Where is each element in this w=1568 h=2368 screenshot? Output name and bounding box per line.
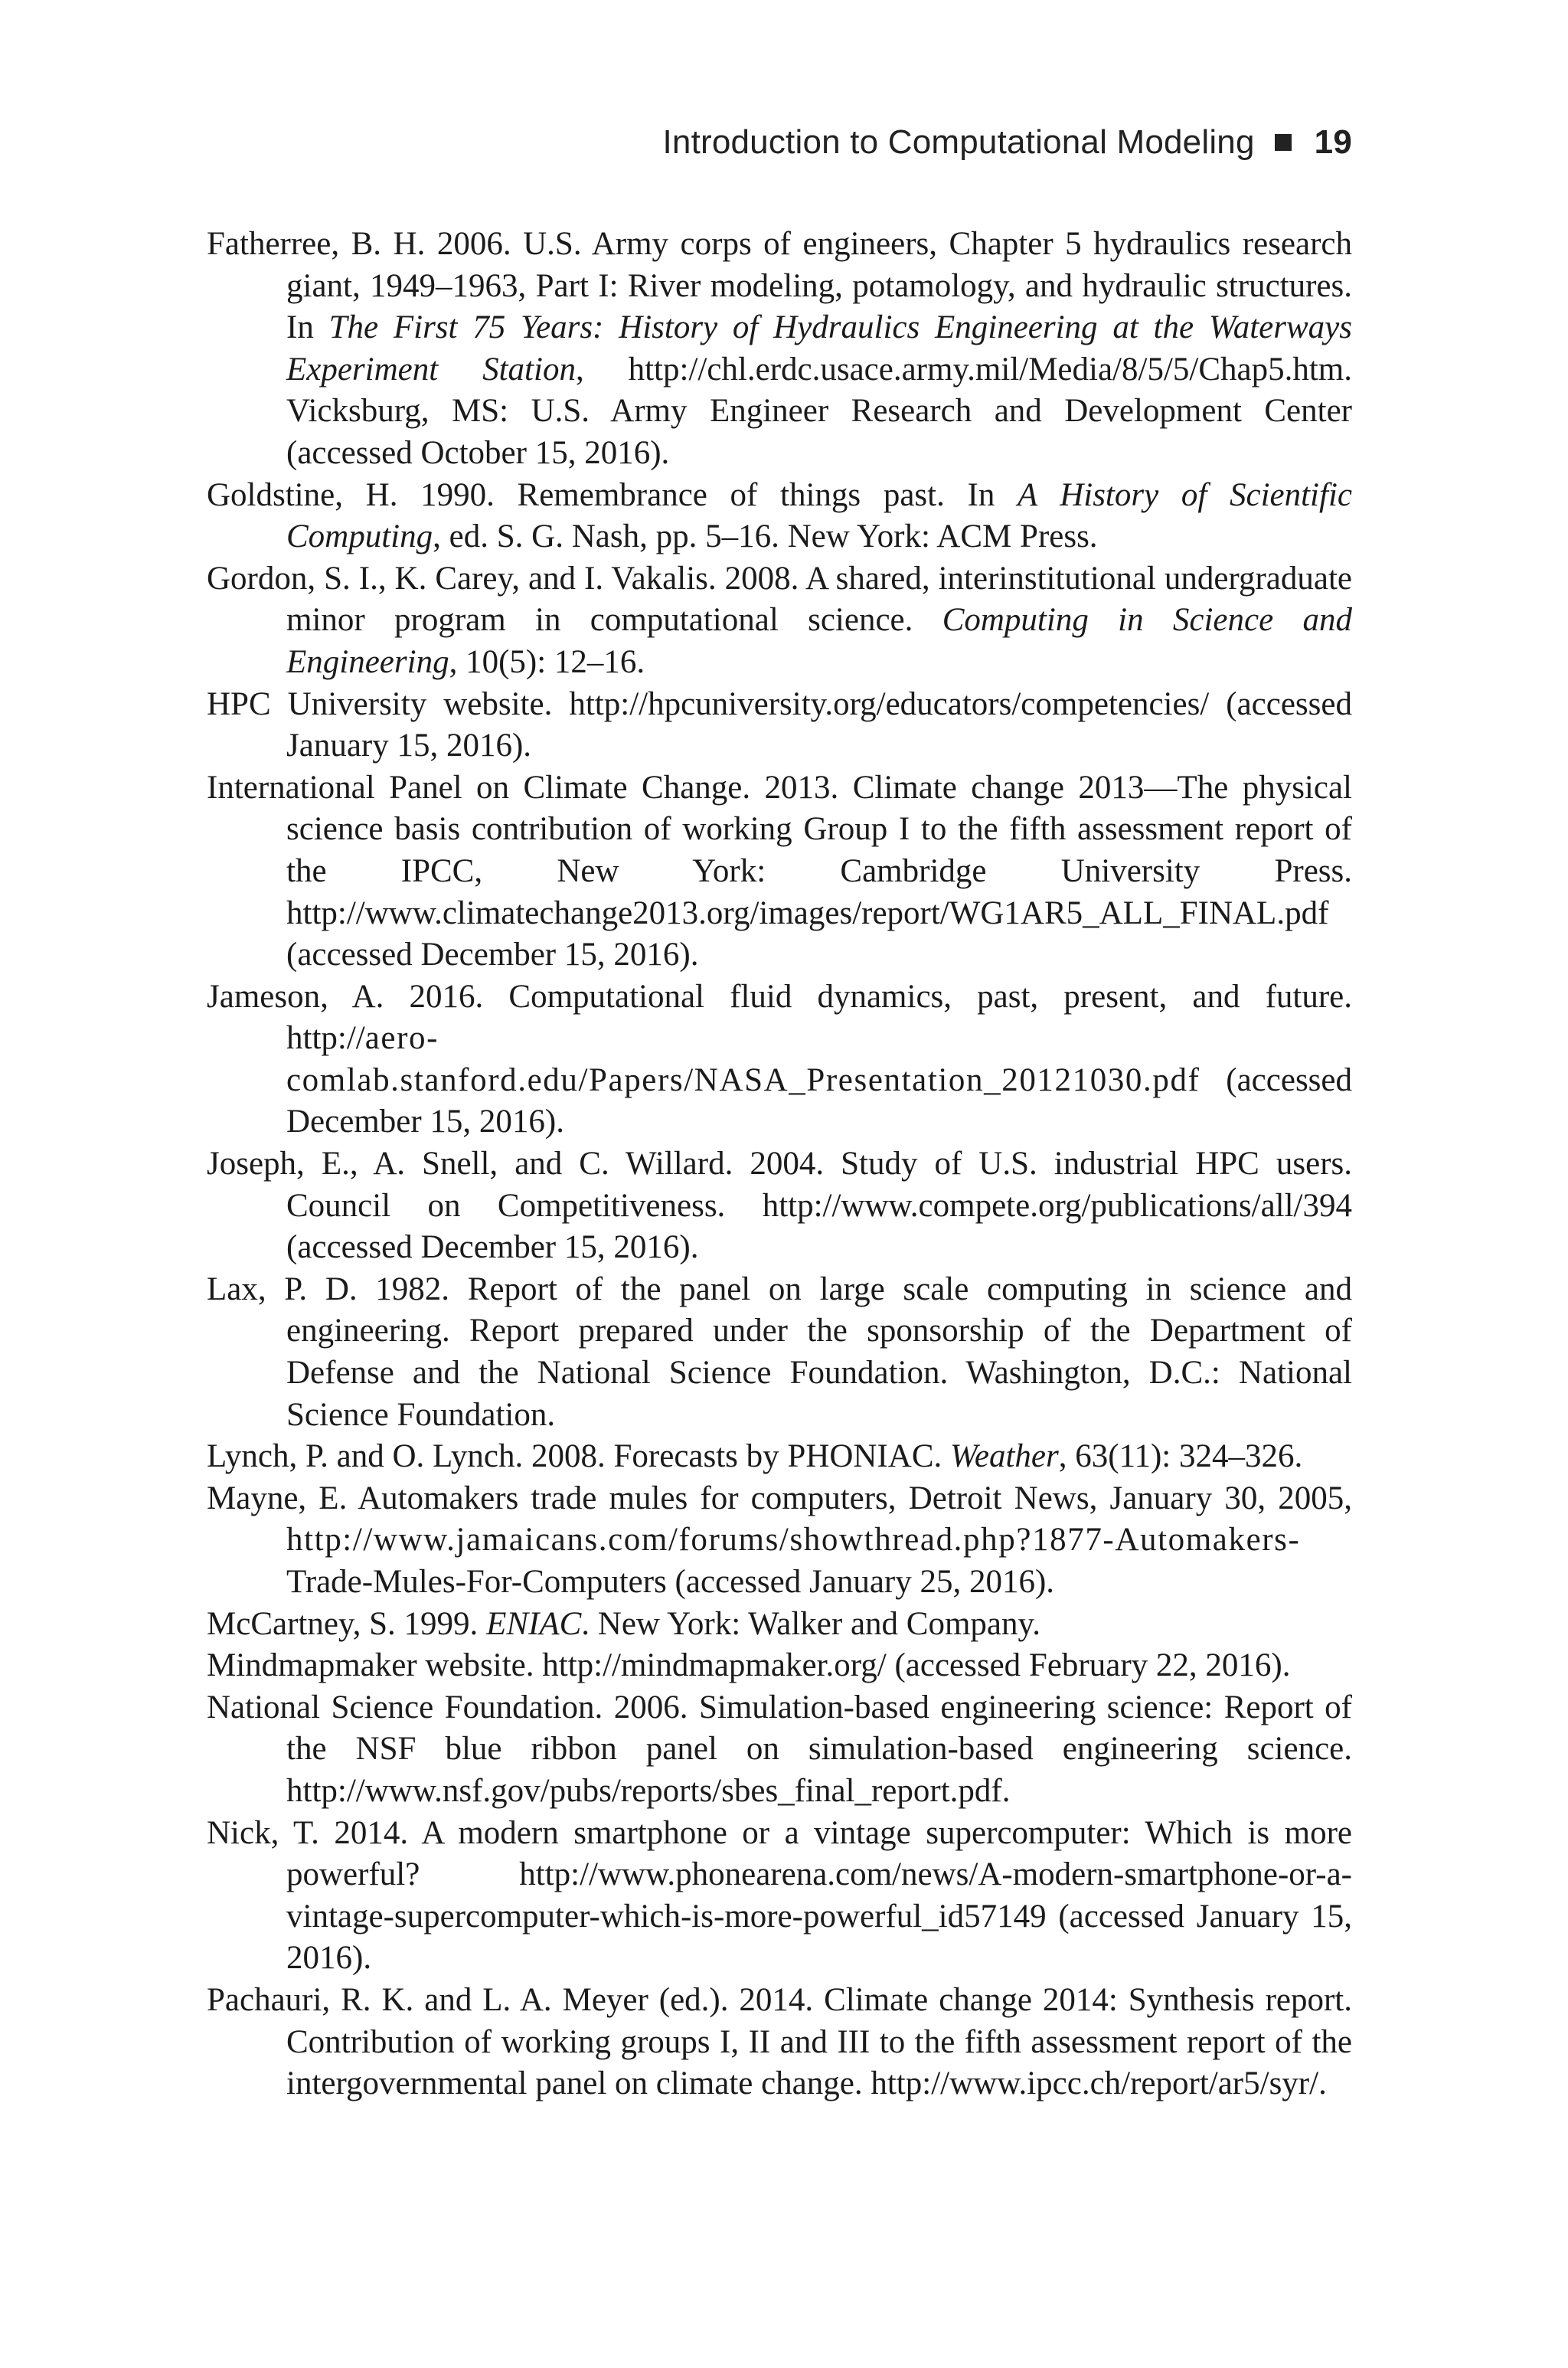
page-number: 19: [1314, 123, 1352, 161]
reference-text: , ed. S. G. Nash, pp. 5–16. New York: ACM Press.: [433, 518, 1098, 555]
reference-title: The First 75 Years: History of Hydraulics Engineering at the Waterways Experiment Station: [286, 309, 1352, 388]
square-bullet-icon: [1275, 134, 1292, 151]
reference-text: International Panel on Climate Change. 2013. Climate change 2013—The physical science basis contribution of working Group I to the fifth assessment report of the IPCC, New York: Cambridge University Press. http://www.climatechange2013.org/images/report/WG1AR5_ALL_FINAL.pdf (accessed December 15, 2016).: [207, 769, 1352, 973]
reference-entry: [207, 1436, 1352, 1478]
reference-text: Jameson, A. 2016. Computational fluid dynamics, past, present, and future. http://: [207, 978, 1352, 1057]
reference-text: Nick, T. 2014. A modern smartphone or a vintage supercomputer: Which is more powerful? http://www.phonearena.com/news/A-modern-smartphone-or-a-vintage-supercomputer-which-is-more-powerful_id57149 (accessed January 15, 2016).: [207, 1814, 1352, 1977]
reference-text: National Science Foundation. 2006. Simulation-based engineering science: Report of the NSF blue ribbon panel on simulation-based engineering science. http://www.nsf.gov/pubs/reports/sbes_final_report.pdf.: [207, 1689, 1352, 1809]
running-head-title: Introduction to Computational Modeling: [662, 123, 1255, 161]
reference-entry: [207, 1645, 1352, 1687]
reference-entry: [207, 1813, 1352, 1980]
reference-text: (accessed December 15, 2016).: [286, 1061, 1352, 1140]
reference-text: Trade-Mules-For-Computers (accessed January 25, 2016).: [286, 1564, 1055, 1600]
reference-entry: [207, 1604, 1352, 1646]
reference-text: Fatherree, B. H. 2006. U.S. Army corps of engineers, Chapter 5 hydraulics research giant, 1949–1963, Part I: River modeling, potamology, and hydraulic structures. In: [207, 226, 1352, 346]
reference-text: Mayne, E. Automakers trade mules for computers, Detroit News, January 30, 2005,: [207, 1480, 1352, 1516]
reference-text: Lax, P. D. 1982. Report of the panel on large scale computing in science and engineering. Report prepared under the sponsorship of the Department of Defense and the National Science Foundation. Washington, D.C.: National Science Foundation.: [207, 1271, 1352, 1433]
reference-list: [207, 224, 1352, 2105]
reference-text: Pachauri, R. K. and L. A. Meyer (ed.). 2014. Climate change 2014: Synthesis report. Contribution of working groups I, II and III to the fifth assessment report of the intergovernmental panel on climate change. http://www.ipcc.ch/report/ar5/syr/.: [207, 1981, 1352, 2102]
reference-text: , 63(11): 324–326.: [1058, 1438, 1303, 1475]
reference-entry: [207, 224, 1352, 475]
reference-title: A History of Scientific Computing: [286, 476, 1352, 555]
reference-entry: [207, 1980, 1352, 2105]
reference-title: Weather: [950, 1438, 1059, 1475]
reference-text: Gordon, S. I., K. Carey, and I. Vakalis. 2008. A shared, interinstitutional undergraduate minor program in computational science.: [207, 560, 1352, 639]
reference-entry: [207, 558, 1352, 684]
reference-entry: [207, 684, 1352, 767]
reference-entry: [207, 475, 1352, 558]
reference-text: Joseph, E., A. Snell, and C. Willard. 2004. Study of U.S. industrial HPC users. Council on Competitiveness. http://www.compete.org/publications/all/394 (accessed December 15, 2016).: [207, 1146, 1352, 1266]
reference-text: , http://chl.erdc.usace.army.mil/Media/8/5/5/Chap5.htm. Vicksburg, MS: U.S. Army Engineer Research and Development Center (accessed October 15, 2016).: [286, 351, 1352, 471]
reference-text: McCartney, S. 1999.: [207, 1605, 487, 1642]
reference-entry: [207, 1269, 1352, 1436]
reference-title: ENIAC: [486, 1605, 582, 1642]
reference-entry: [207, 1687, 1352, 1813]
reference-entry: [207, 976, 1352, 1143]
reference-entry: [207, 1143, 1352, 1269]
reference-entry: [207, 767, 1352, 976]
reference-text: Mindmapmaker website. http://mindmapmaker.org/ (accessed February 22, 2016).: [207, 1647, 1291, 1684]
reference-text: , 10(5): 12–16.: [449, 643, 645, 680]
reference-text: HPC University website. http://hpcuniversity.org/educators/competencies/ (accessed January 15, 2016).: [207, 685, 1352, 764]
running-head: [662, 119, 1352, 165]
reference-entry: [207, 1478, 1352, 1604]
reference-text: . New York: Walker and Company.: [581, 1605, 1040, 1642]
reference-url: aero-comlab.stanford.edu/Papers/NASA_Presentation_20121030.pdf: [286, 1020, 1200, 1098]
reference-url: http://www.jamaicans.com/forums/showthread.php?1877-Automakers-: [286, 1522, 1301, 1558]
reference-text: Goldstine, H. 1990. Remembrance of things past. In: [207, 476, 1018, 513]
reference-title: Computing in Science and Engineering: [286, 602, 1352, 680]
reference-text: Lynch, P. and O. Lynch. 2008. Forecasts by PHONIAC.: [207, 1438, 951, 1475]
